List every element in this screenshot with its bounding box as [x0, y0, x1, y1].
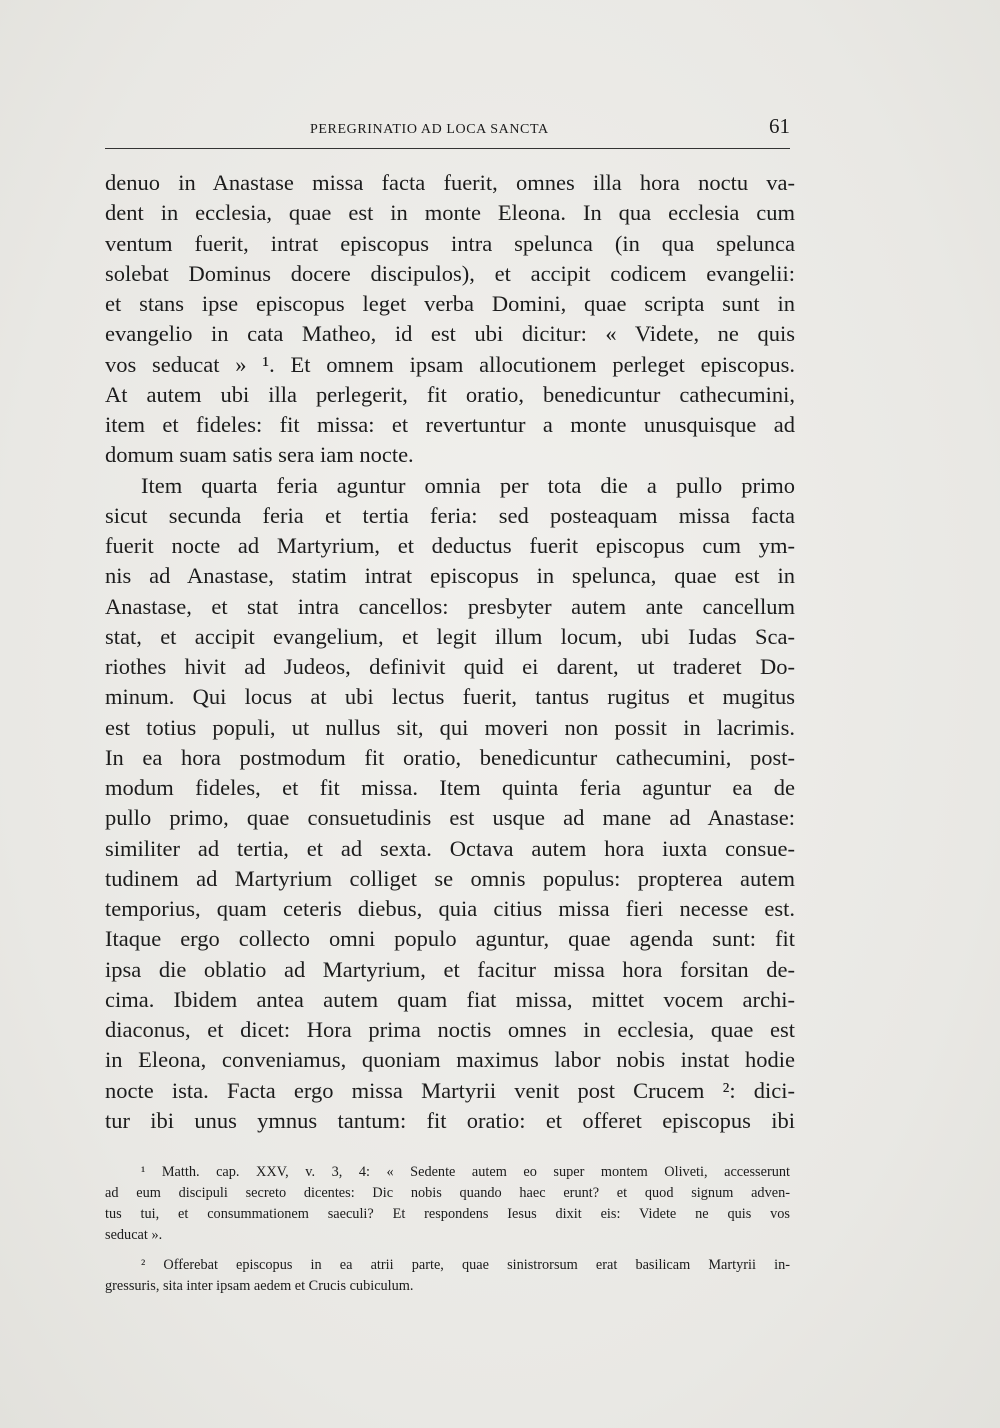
body-line: minum. Qui locus at ubi lectus fuerit, tantus rugitus et mugitus — [105, 684, 795, 710]
footnote-line: ¹ Matth. cap. XXV, v. 3, 4: « Sedente autem eo super montem Oliveti, accesserunt — [141, 1164, 790, 1180]
body-line: diaconus, et dicet: Hora prima noctis omnes in ecclesia, quae est — [105, 1017, 795, 1042]
body-line: dent in ecclesia, quae est in monte Eleona. In qua ecclesia cum — [105, 200, 795, 226]
body-line: est totius populi, ut nullus sit, qui moveri non possit in lacrimis. — [105, 714, 795, 740]
body-line: modum fideles, et fit missa. Item quinta feria aguntur ea de — [105, 775, 795, 800]
footnote-line: gressuris, sita inter ipsam aedem et Crucis cubiculum. — [105, 1278, 414, 1294]
body-line: fuerit nocte ad Martyrium, et deductus fuerit episcopus cum ym- — [105, 533, 795, 558]
page-number: 61 — [769, 114, 790, 138]
footnotes — [105, 1162, 790, 1297]
body-line: In ea hora postmodum fit oratio, benedicuntur cathecumini, post- — [105, 744, 795, 770]
running-head-title: PEREGRINATIO AD LOCA SANCTA — [310, 122, 549, 137]
body-line: At autem ubi illa perlegerit, fit oratio, benedicuntur cathecumini, — [105, 381, 795, 407]
body-line: similiter ad tertia, et ad sexta. Octava autem hora iuxta consue- — [105, 835, 795, 861]
footnote-line: tus tui, et consummationem saeculi? Et respondens Iesus dixit eis: Videte ne quis vos — [105, 1206, 790, 1222]
body-line: nis ad Anastase, statim intrat episcopus in spelunca, quae est in — [105, 563, 795, 589]
body-line: pullo primo, quae consuetudinis est usque ad mane ad Anastase: — [105, 805, 795, 831]
body-line: evangelio in cata Matheo, id est ubi dicitur: « Videte, ne quis — [105, 321, 795, 347]
body-line: Anastase, et stat intra cancellos: presbyter autem ante cancellum — [105, 593, 795, 619]
body-line: ipsa die oblatio ad Martyrium, et facitur missa hora forsitan de- — [105, 956, 795, 982]
running-head — [105, 112, 790, 149]
body-line: nocte ista. Facta ergo missa Martyrii venit post Crucem ²: dici- — [105, 1077, 795, 1103]
body-line: temporius, quam ceteris diebus, quia citius missa fieri necesse est. — [105, 896, 795, 921]
body-line-indent: Item quarta feria aguntur omnia per tota die a pullo primo — [141, 472, 795, 498]
body-line: stat, et accipit evangelium, et legit illum locum, ubi Iudas Sca- — [105, 623, 795, 649]
body-line: cima. Ibidem antea autem quam fiat missa, mittet vocem archi- — [105, 986, 795, 1012]
footnote-line: seducat ». — [105, 1227, 163, 1243]
body-line: tudinem ad Martyrium colliget se omnis populus: propterea autem — [105, 865, 795, 891]
body-line: denuo in Anastase missa facta fuerit, omnes illa hora noctu va- — [105, 170, 795, 195]
body-line: riothes hivit ad Judeos, definivit quid ei darent, ut traderet Do- — [105, 654, 795, 679]
body-line: in Eleona, conveniamus, quoniam maximus labor nobis instat hodie — [105, 1047, 795, 1073]
body-text — [105, 168, 795, 1136]
body-line: ventum fuerit, intrat episcopus intra spelunca (in qua spelunca — [105, 230, 795, 256]
body-line: et stans ipse episcopus leget verba Domini, quae scripta sunt in — [105, 291, 795, 316]
body-line: domum suam satis sera iam nocte. — [105, 442, 414, 468]
body-line: solebat Dominus docere discipulos), et accipit codicem evangelii: — [105, 260, 795, 286]
body-line: sicut secunda feria et tertia feria: sed posteaquam missa facta — [105, 502, 795, 528]
body-line: tur ibi unus ymnus tantum: fit oratio: et offeret episcopus ibi — [105, 1107, 795, 1133]
body-line: vos seducat » ¹. Et omnem ipsam allocutionem perleget episcopus. — [105, 351, 795, 377]
body-line: item et fideles: fit missa: et revertuntur a monte unusquisque ad — [105, 412, 795, 437]
body-line: Itaque ergo collecto omni populo aguntur, quae agenda sunt: fit — [105, 926, 795, 952]
footnote-line: ad eum discipuli secreto dicentes: Dic nobis quando haec erunt? et quod signum adven- — [105, 1185, 790, 1201]
footnote-line: ² Offerebat episcopus in ea atrii parte, quae sinistrorsum erat basilicam Martyrii in- — [141, 1257, 790, 1273]
